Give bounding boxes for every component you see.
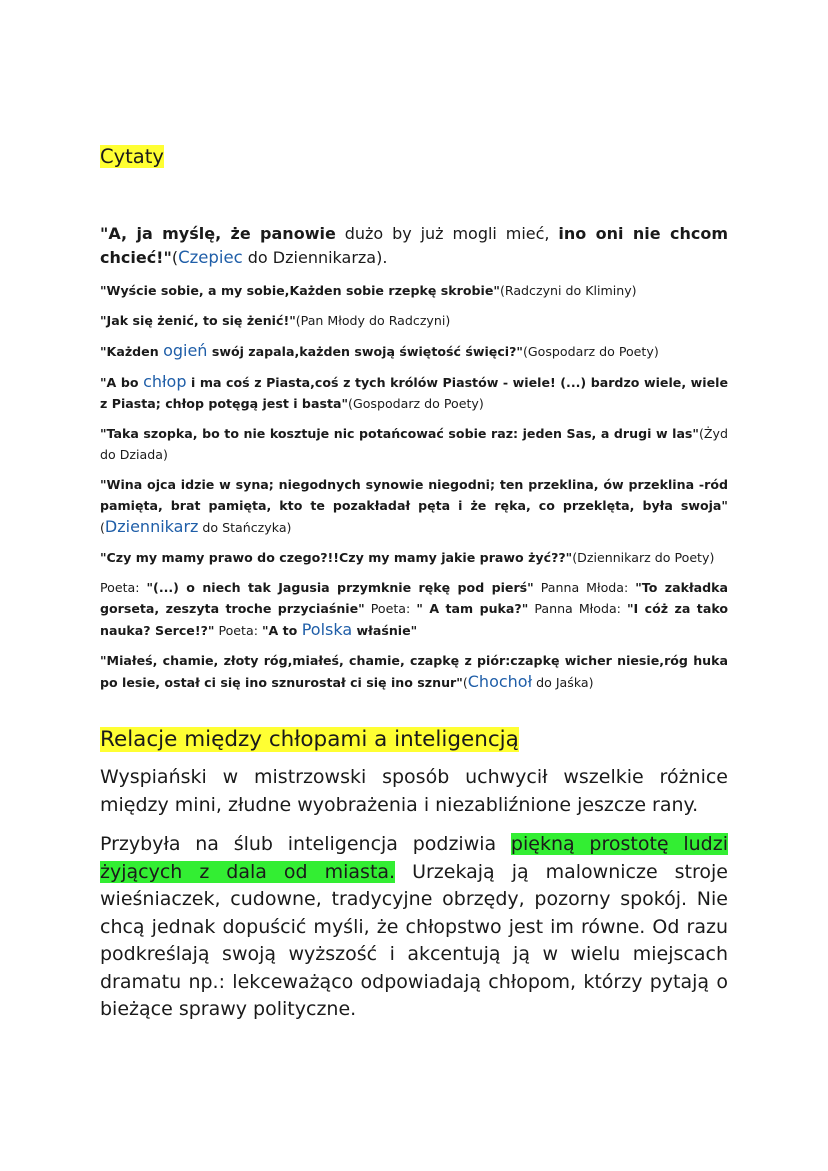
heading-quotes-text: Cytaty [100, 145, 164, 168]
quote-source: do Dziennikarza). [242, 248, 388, 267]
quote-text: "Taka szopka, bo to nie kosztuje nic potańcować sobie raz: jeden Sas, a drugi w las" [100, 426, 699, 441]
quote-source: (Radczyni do Kliminy) [499, 283, 637, 298]
quote-chlop [100, 371, 728, 414]
heading-relations-text: Relacje między chłopami a inteligencją [100, 727, 519, 752]
paragraph-text: Urzekają ją malownicze stroje wieśniaczek, cudowne, tradycyjne obrzędy, pozorny spokój. Nie chcą jednak dopuścić myśli, że chłopstwo jest im równe. Od razu podkreślają swoją wyższość i akcentują ją w wielu miejscach dramatu np.: lekceważąco odpowiadają chłopom, którzy pytają o bieżące sprawy polityczne. [100, 860, 728, 1020]
quote-prawo [100, 547, 728, 568]
quote-text: "I cóż za tako nauka? Serce!?" [100, 601, 729, 638]
keyword: Polska [301, 620, 353, 639]
quote-source: (Żyd do Dziada) [100, 426, 728, 462]
quote-text: "A to [261, 623, 302, 638]
quote-text: "Wyście sobie, a my sobie,Każden sobie rzepkę skrobie" [100, 283, 500, 298]
quote-dialog-polska [100, 577, 728, 641]
quote-szopka [100, 423, 728, 465]
quote-source: do Jaśka) [532, 675, 594, 690]
quote-source: (Pan Młody do Radczyni) [295, 313, 451, 328]
quote-text: "Wina ojca idzie w syna; niegodnych synowie niegodni; ten przeklina, ów przeklina -ród pamięta, brat pamięta, kto te pozakładał pęta i że ręka, co przeklęta, była swoja" [100, 477, 728, 513]
quote-text: "Jak się żenić, to się żenić!" [100, 313, 296, 328]
quote-chochol [100, 650, 728, 693]
quote-text: i ma coś z Piasta,coś z tych królów Piastów - wiele! (...) bardzo wiele, wiele z Piasta; chłop potęgą jest i basta" [100, 375, 728, 411]
quote-text: właśnie" [352, 623, 418, 638]
quote-radczyni [100, 280, 728, 301]
quote-text: swój zapala,każden swoją świętość święci?" [207, 344, 523, 359]
heading-relations [100, 725, 519, 755]
speaker-label: Poeta: [364, 601, 417, 616]
keyword: ogień [163, 341, 208, 360]
quote-text: " A tam puka?" [416, 601, 529, 616]
quotes-section [100, 222, 728, 702]
keyword: chłop [143, 372, 187, 391]
paragraph-text: Przybyła na ślub inteligencja podziwia [100, 833, 511, 855]
quote-paren: ( [171, 248, 179, 267]
quote-paren: ( [100, 520, 105, 535]
quote-ogien [100, 340, 728, 362]
quote-text: "Czy my mamy prawo do czego?!!Czy my mamy jakie prawo żyć??" [100, 550, 573, 565]
quote-text: "A, ja myślę, że panowie [100, 224, 336, 243]
speaker-label: Panna Młoda: [528, 601, 627, 616]
relations-body [100, 764, 728, 1036]
quote-pan-mlody [100, 310, 728, 331]
heading-quotes [100, 143, 166, 171]
highlighted-phrase: piękną prostotę ludzi żyjących z dala od miasta. [100, 833, 728, 883]
speaker-label: Panna Młoda: [533, 580, 636, 595]
quote-source: (Gospodarz do Poety) [522, 344, 659, 359]
speaker-name: Chochoł [467, 672, 533, 691]
speaker-name: Dziennikarz [104, 517, 199, 536]
paragraph-2 [100, 831, 728, 1024]
quote-text: "A bo [100, 375, 144, 390]
speaker-label: Poeta: [214, 623, 262, 638]
quote-text: "Każden [100, 344, 164, 359]
quote-text: dużo by już mogli mieć, [335, 224, 559, 243]
quote-czepiec [100, 222, 728, 270]
quote-paren: ( [462, 675, 468, 690]
speaker-label: Poeta: [100, 580, 147, 595]
quote-source: do Stańczyka) [198, 520, 292, 535]
paragraph-1: Wyspiański w mistrzowski sposób uchwycił wszelkie różnice między mini, złudne wyobrażenia i niezabliźnione jeszcze rany. [100, 766, 728, 816]
quote-source: (Dziennikarz do Poety) [572, 550, 715, 565]
quote-wina-ojca [100, 474, 728, 538]
speaker-name: Czepiec [178, 248, 243, 267]
quote-text: ino oni nie chcom chcieć!" [100, 224, 728, 267]
quote-source: (Gospodarz do Poety) [348, 396, 484, 411]
quote-text: "Miałeś, chamie, złoty róg,miałeś, chamie, czapkę z piór:czapkę wicher niesie,róg huka po lesie, ostał ci się ino sznurostał ci się ino sznur" [100, 653, 728, 690]
quote-text: "(...) o niech tak Jagusia przymknie rękę pod pierś" [146, 580, 534, 595]
quote-text: "To zakładka gorseta, zeszyta troche przyciaśnie" [100, 580, 729, 616]
